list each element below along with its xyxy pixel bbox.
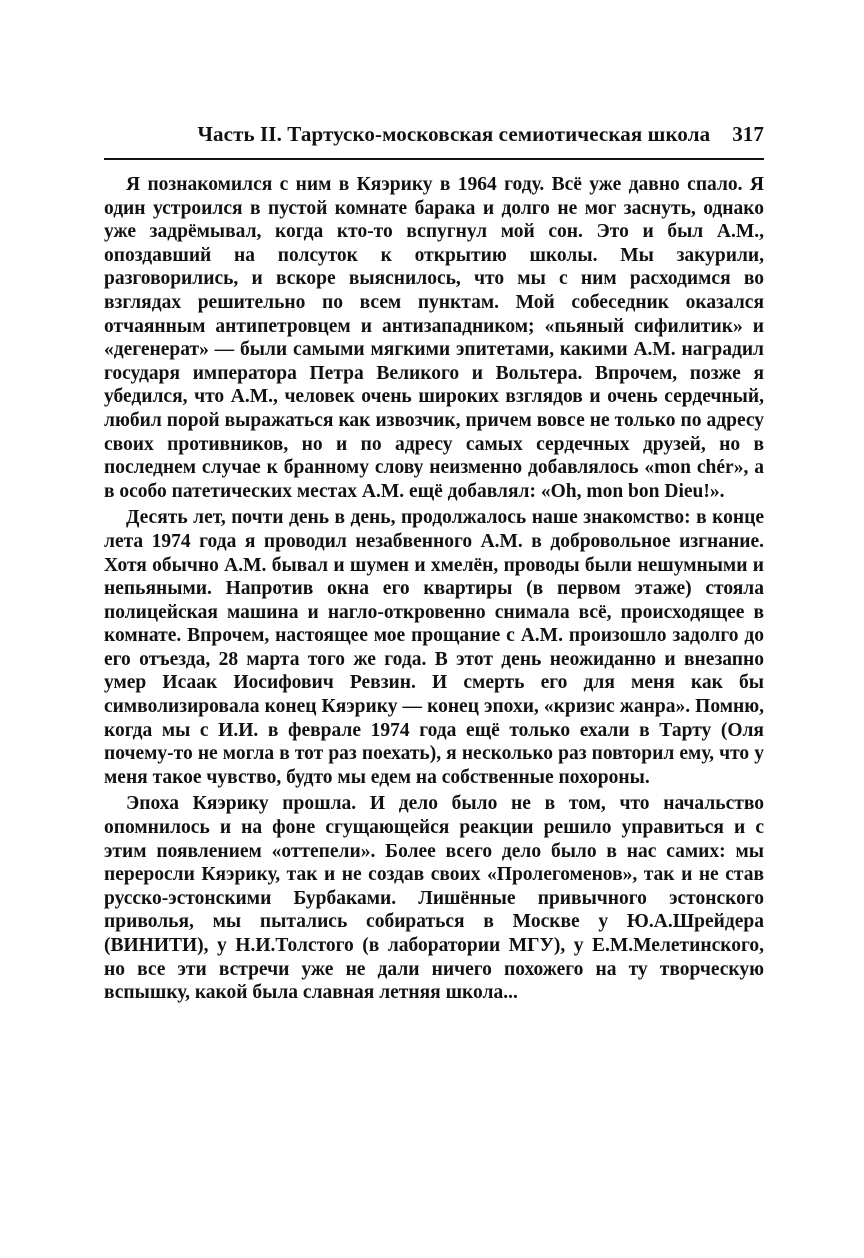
body-text — [104, 173, 764, 1005]
paragraph-3: Эпоха Кяэрику прошла. И дело было не в том, что начальство опомнилось и на фоне сгущающейся реакции решило управиться и с этим появлением «оттепели». Более всего дело было в нас самих: мы переросли Кяэрику, так и не создав своих «Пролегоменов», так и не став русско-эстонскими Бурбаками. Лишённые привычного эстонского приволья, мы пытались собираться в Москве у Ю.А.Шрейдера (ВИНИТИ), у Н.И.Толстого (в лаборатории МГУ), у Е.М.Мелетинского, но все эти встречи уже не дали ничего похожего на ту творческую вспышку, какой была славная летняя школа... — [104, 793, 764, 1004]
paragraph-1: Я познакомился с ним в Кяэрику в 1964 году. Всё уже давно спало. Я один устроился в пустой комнате барака и долго не мог заснуть, однако уже задрёмывал, когда кто-то вспугнул мой сон. Это и был А.М., опоздавший на полсуток к открытию школы. Мы закурили, разговорились, и вскоре выяснилось, что мы с ним расходимся во взглядах решительно по всем пунктам. Мой собеседник оказался отчаянным антипетровцем и антизападником; «пьяный сифилитик» и «дегенерат» — были самыми мягкими эпитетами, какими А.М. наградил государя императора Петра Великого и Вольтера. Впрочем, позже я убедился, что А.М., человек очень широких взглядов и очень сердечный, любил порой выражаться как извозчик, причем вовсе не только по адресу своих противников, но и по адресу самых сердечных друзей, но в последнем случае к бранному слову неизменно добавлялось «mon chér», а в особо патетических местах А.М. ещё добавлял: «Oh, mon bon Dieu!». — [104, 174, 764, 502]
header-rule — [104, 158, 764, 160]
running-title: Часть II. Тартуско-московская семиотическая школа — [197, 122, 711, 146]
paragraph-2: Десять лет, почти день в день, продолжалось наше знакомство: в конце лета 1974 года я проводил незабвенного А.М. в добровольное изгнание. Хотя обычно А.М. бывал и шумен и хмелён, проводы были нешумными и непьяными. Напротив окна его квартиры (в первом этаже) стояла полицейская машина и нагло-откровенно снимала всё, происходящее в комнате. Впрочем, настоящее мое прощание с А.М. произошло задолго до его отъезда, 28 марта того же года. В этот день неожиданно и внезапно умер Исаак Иосифович Ревзин. И смерть его для меня как бы символизировала конец Кяэрику — конец эпохи, «кризис жанра». Помню, когда мы с И.И. в феврале 1974 года ещё только ехали в Тарту (Оля почему-то не могла в тот раз поехать), я несколько раз повторил ему, что у меня такое чувство, будто мы едем на собственные похороны. — [104, 507, 764, 788]
page-number: 317 — [732, 122, 764, 146]
running-head — [104, 122, 764, 156]
